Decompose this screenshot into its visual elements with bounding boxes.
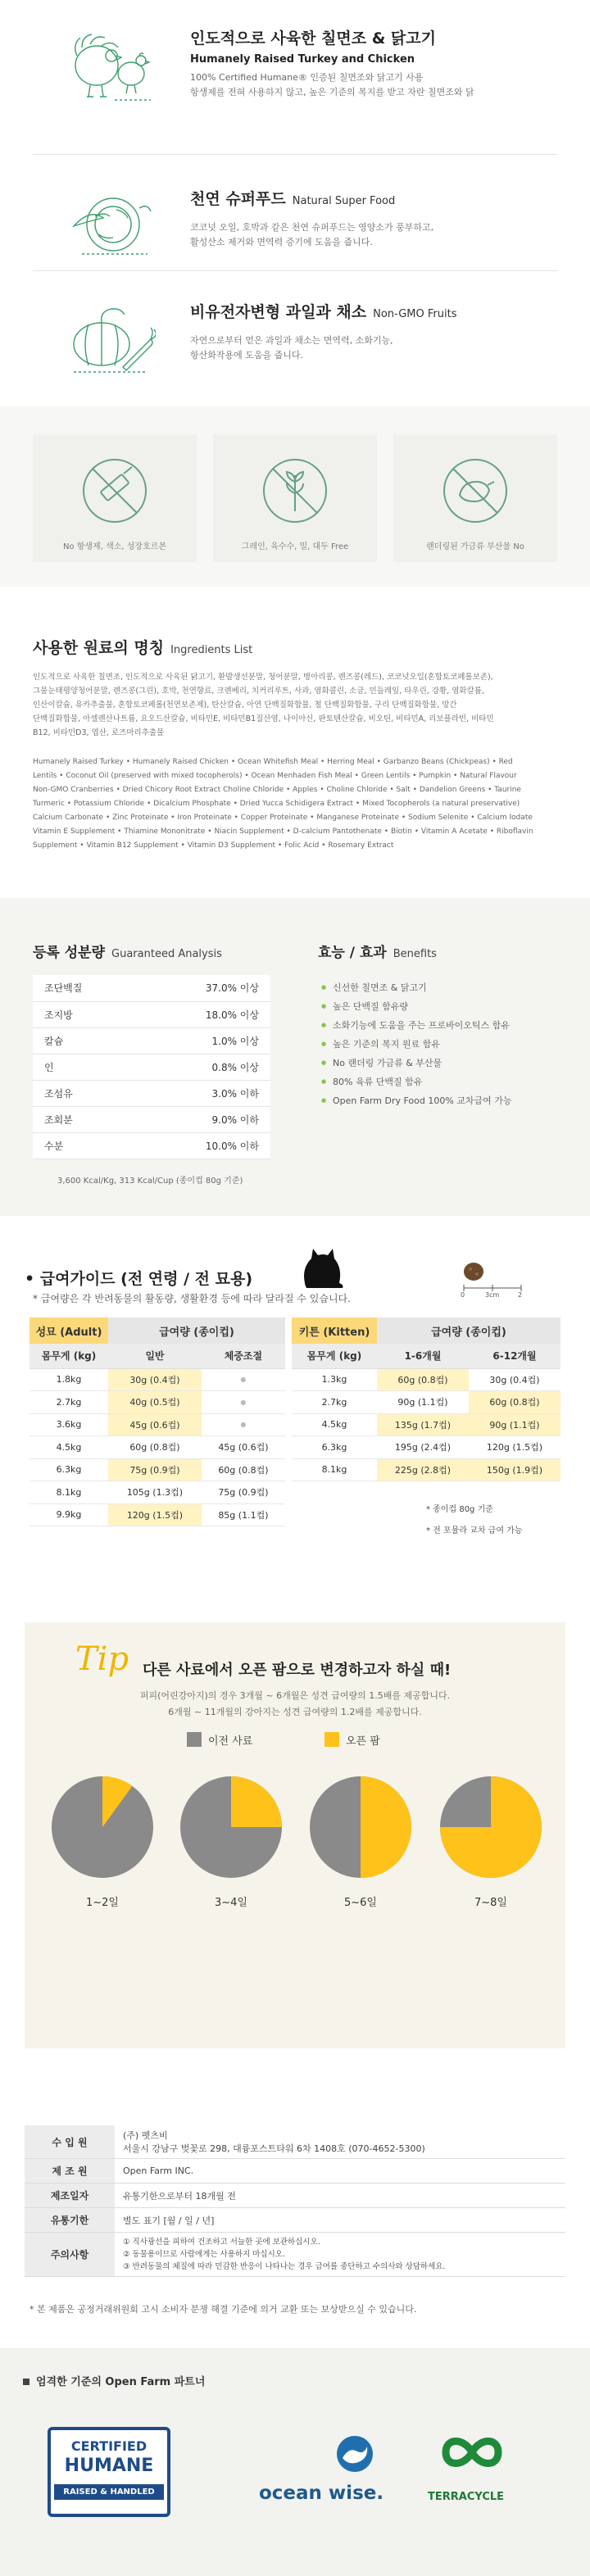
feeding-note: * 급여량은 각 반려동물의 활동량, 생활환경 등에 따라 달라질 수 있습니다. (33, 1293, 351, 1304)
pie-label: 7~8일 (474, 1897, 507, 1909)
table-row: 조섬유 3.0% 이하 (33, 1080, 270, 1106)
feature-desc: 항생제를 전혀 사용하지 않고, 높은 기준의 복지를 받고 자란 칠면조와 닭 (190, 87, 474, 98)
table-row: 조단백질 37.0% 이상 (33, 975, 270, 1001)
no-caption: 랜더링된 가금류 부산물 No (426, 542, 524, 551)
feature-superfood (33, 161, 557, 283)
table-row: 4.5kg 135g (1.7컵) 90g (1.1컵) (292, 1413, 560, 1436)
list-item: ● 높은 단백질 함유량 (321, 997, 567, 1016)
feature-subtitle: Humanely Raised Turkey and Chicken (190, 53, 415, 66)
benefits-title: 효능 / 효과 Benefits (318, 945, 437, 961)
list-item: ● 80% 육류 단백질 함유 (321, 1073, 567, 1091)
list-item: ● 소화기능에 도움을 주는 프로바이오틱스 함유 (321, 1016, 567, 1035)
table-row: 인 0.8% 이상 (33, 1054, 270, 1080)
feature-title-en: Non-GMO Fruits (373, 308, 457, 320)
benefits-list (321, 978, 567, 1110)
table-row: 수분 10.0% 이하 (33, 1132, 270, 1159)
table-row: 6.3kg 75g (0.9컵) 60g (0.8컵) (30, 1458, 285, 1481)
table-row: 조지방 18.0% 이상 (33, 1001, 270, 1027)
ocean-wise-icon (334, 2433, 375, 2474)
tip-desc: 퍼피(어린강아지)의 경우 3개월 ~ 6개월은 성견 급여량의 1.5배를 제공합니다. 6개월 ~ 11개월의 강아지는 성견 급여량의 1.2배를 제공합니다. (139, 1690, 451, 1717)
pie-label: 1~2일 (86, 1897, 119, 1909)
no-byproduct-icon (442, 457, 509, 524)
table-row: 제 조 원 Open Farm INC. (25, 2159, 565, 2184)
disclaimer: * 본 제품은 공정거래위원회 고시 소비자 분쟁 해결 기준에 의거 교환 또는 보상받으실 수 있습니다. (30, 2304, 417, 2315)
table-row: 2.7kg 40g (0.5컵) ● (30, 1391, 285, 1414)
feature-desc: 코코넛 오일, 호박과 같은 천연 슈퍼푸드는 영양소가 풍부하고, (190, 222, 434, 233)
guaranteed-title: 등록 성분량 Guaranteed Analysis (33, 945, 222, 961)
legend-swatch-prev (187, 1732, 202, 1747)
feature-title: 천연 슈퍼푸드 (190, 190, 286, 208)
partners-heading: 엄격한 기준의 Open Farm 파트너 (23, 2373, 205, 2388)
certified-humane-logo: CERTIFIED HUMANE RAISED & HANDLED (48, 2427, 170, 2517)
legend-label-prev: 이전 사료 (208, 1735, 253, 1748)
table-row: 6.3kg 195g (2.4컵) 120g (1.5컵) (292, 1436, 560, 1459)
legend-label-open: 오픈 팜 (346, 1735, 380, 1748)
kibble-size-icon: 0 3cm 2 (456, 1260, 529, 1301)
no-caption: No 항생제, 색소, 성장호르몬 (62, 542, 167, 551)
ingredients-korean: 인도적으로 사육한 칠면조, 인도적으로 사육된 닭고기, 환발생선분말, 청어분말, 병아리콩, 렌즈콩(레드), 코코넛오일(혼합토코페롤보존), 그물눈태평양청어분말, 렌즈콩(그린), 호박, 천연향료, 크렌베리, 치커리루트, 사과, 염화콜린, 소금, 민들레잎, 타우린, 강황, 염화칼륨, 인산이칼슘, 유카추출물, 혼합토코페롤(천연보존제), 탄산칼슘, 아연 단백질화합물, 철 단백질화합물, 구리 단백질화합물, 망간 단백질화합물, 아셀렌산나트륨, 요오드산칼슘, 비타민E, 비타민B1질산염, 나이아신, 판토텐산칼슘, 비오틴, 비타민A, 리보플라빈, 비타민 B12, 비타민D3, 엽산, 로즈마리추출물 (33, 673, 494, 737)
feature-desc: 100% Certified Humane® 인증된 칠면조와 닭고기 사용 (190, 72, 424, 83)
table-row: 유통기한 별도 표기 [월 / 일 / 년] (25, 2208, 565, 2233)
table-row: 제조일자 유통기한으로부터 18개월 전 (25, 2184, 565, 2208)
table-row: 8.1kg 225g (2.8컵) 150g (1.9컵) (292, 1458, 560, 1481)
guaranteed-table (33, 975, 270, 1159)
list-item: ● 신선한 칠면조 & 닭고기 (321, 978, 567, 997)
terracycle-icon (439, 2424, 505, 2481)
table-row: 8.1kg 105g (1.3컵) 75g (0.9컵) (30, 1481, 285, 1504)
table-row: 3.6kg 45g (0.6컵) ● (30, 1413, 285, 1436)
no-grain-icon (261, 457, 329, 524)
list-item: ● Open Farm Dry Food 100% 교차급여 가능 (321, 1091, 567, 1110)
kitten-feeding-table: 키튼 (Kitten) 급여량 (종이컵) 몸무게 (kg) 1-6개월 6-12개월 1.3kg 60g (0.8컵) 30g (0.4컵) 2.7kg 90g (1.1컵) 60g (0.8컵) 4.5kg 135g (1.7컵) 90g (1.1컵) 6.3kg 195g (2.4컵) 120g (1.5컵) 8.1kg 225g (2.8컵) 150g (1.9컵) (292, 1317, 560, 1481)
adult-feeding-table: 성묘 (Adult) 급여량 (종이컵) 몸무게 (kg) 일반 체중조절 1.8kg 30g (0.4컵) ● 2.7kg 40g (0.5컵) ● 3.6kg 45g (0.6컵) ● 4.5kg 60g (0.8컵) 45g (0.6컵) 6.3kg 75g (0.9컵) 60g (0.8컵) 8.1kg 105g (1.3컵) 75g (0.9컵) 9.9kg 120g (1.5컵) 85g (1.1컵) (30, 1317, 285, 1526)
pumpkin-carrot-icon (66, 297, 156, 379)
divider (33, 154, 557, 155)
list-item: ● 높은 기준의 복지 원료 함유 (321, 1035, 567, 1054)
divider (33, 270, 557, 271)
no-caption: 그레인, 육수수, 밀, 대두 Free (241, 542, 349, 551)
table-row: 1.3kg 60g (0.8컵) 30g (0.4컵) (292, 1368, 560, 1391)
feature-title-en: Natural Super Food (292, 195, 396, 207)
table-row: 조회분 9.0% 이하 (33, 1106, 270, 1132)
feature-humane-turkey (33, 0, 557, 123)
table-row: 수 입 원 (주) 펫츠비 서울시 강남구 벚꽃로 298, 대륭포스트타워 6차 1408호 (070-4652-5300) (25, 2125, 565, 2159)
table-row: 4.5kg 60g (0.8컵) 45g (0.6컵) (30, 1436, 285, 1459)
ingredients-english: Humanely Raised Turkey • Humanely Raised Chicken • Ocean Whitefish Meal • Herring Meal • Garbanzo Beans (Chickpeas) • Red Lentils • Coconut Oil (preserved with mixed tocopherols) • Ocean Menhaden Fish Meal • Green Lentils • Pumpkin • Natural Flavour Non-GMO Cranberries • Dried Chicory Root Extract Choline Chloride • Apples • Choline Chloride • Salt • Dandelion Greens • Taurine Turmeric • Potassium Chloride • Dicalcium Phosphate • Dried Yucca Schidigera Extract • Mixed Tocopherols (a natural preservative) Calcium Carbonate • Zinc Proteinate • Iron Proteinate • Copper Proteinate • Manganese Proteinate • Sodium Selenite • Calcium Iodate Vitamin E Supplement • Thiamine Mononitrate • Niacin Supplement • D-calcium Pantothenate • Biotin • Vitamin A Acetate • Riboflavin Supplement • Vitamin B12 Supplement • Vitamin D3 Supplement • Folic Acid • Rosemary Extract (33, 758, 533, 850)
no-syringe-icon (81, 457, 148, 524)
feature-desc: 자연으로부터 얻은 과일과 채소는 면역력, 소화기능, (190, 335, 393, 346)
feature-non-gmo (33, 274, 557, 397)
pie-label: 5~6일 (344, 1897, 377, 1909)
table-row: 주의사항 ① 직사광선을 피하여 건조하고 서늘한 곳에 보관하십시오. ② 동물용이므로 사람에게는 사용하지 마십시오. ③ 반려동물의 체질에 따라 민감한 반응이 나타나는 경우 급여를 중단하고 수의사와 상담하세요. (25, 2233, 565, 2277)
ocean-wise-logo: ocean wise. (259, 2483, 384, 2504)
table-row: 9.9kg 120g (1.5컵) 85g (1.1컵) (30, 1503, 285, 1526)
tip-panel (25, 1622, 565, 2048)
terracycle-logo: TERRACYCLE (428, 2491, 505, 2503)
feeding-footnotes: * 종이컵 80g 기준 * 전 포뮬라 교차 급여 가능 (426, 1505, 523, 1535)
pie-label: 3~4일 (215, 1897, 247, 1909)
feature-desc: 활성산소 제거와 면역력 증기에 도움을 줍니다. (190, 237, 373, 247)
list-item: ● No 랜더링 가금류 & 부산물 (321, 1054, 567, 1073)
feature-title: 인도적으로 사육한 칠면조 & 닭고기 (190, 29, 436, 48)
table-row: 2.7kg 90g (1.1컵) 60g (0.8컵) (292, 1391, 560, 1414)
no-box-antibiotics (33, 434, 197, 562)
guaranteed-note: 3,600 Kcal/Kg, 313 Kcal/Cup (종이컵 80g 기준) (57, 1177, 243, 1186)
table-row: 1.8kg 30g (0.4컵) ● (30, 1368, 285, 1391)
table-row: 칼슘 1.0% 이상 (33, 1027, 270, 1054)
tip-headline: 다른 사료에서 오픈 팜으로 변경하고자 하실 때! (143, 1662, 452, 1679)
no-box-byproduct (393, 434, 557, 562)
feature-desc: 항산화작용에 도움을 줍니다. (190, 350, 304, 361)
legend-swatch-open (324, 1732, 339, 1747)
coconut-icon (66, 184, 156, 265)
turkey-chicken-icon (66, 23, 156, 105)
feature-title: 비유전자변형 과일과 채소 (190, 303, 367, 321)
product-info-table (25, 2125, 565, 2277)
cat-silhouette-icon (298, 1242, 344, 1288)
feeding-title: • 급여가이드 (전 연령 / 전 묘용) (25, 1270, 253, 1288)
ingredients-title: 사용한 원료의 명칭 Ingredients List (33, 639, 253, 657)
no-box-grain (213, 434, 377, 562)
tip-word: Tip (75, 1640, 129, 1678)
